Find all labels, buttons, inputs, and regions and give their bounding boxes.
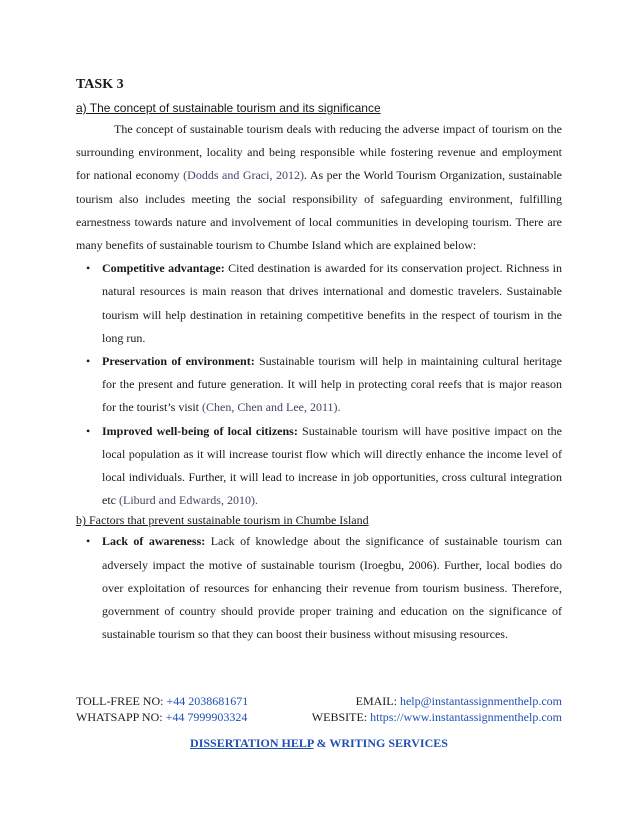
tollfree-info bbox=[76, 693, 248, 709]
list-item bbox=[86, 350, 562, 420]
bullet-citation: (Chen, Chen and Lee, 2011). bbox=[202, 400, 341, 415]
website-link[interactable]: https://www.instantassignmenthelp.com bbox=[370, 710, 562, 724]
bullet-text: Sustainable tourism will have positive impact on the local population as it will increase tourist flow which will directly enhance the income level of local individuals. Further, it will lead to increase in job opportunities, cross cultural integration etc bbox=[102, 423, 563, 508]
bullet-icon: • bbox=[86, 261, 91, 276]
whatsapp-number[interactable]: +44 7999903324 bbox=[165, 710, 248, 724]
whatsapp-label: WHATSAPP NO: bbox=[76, 710, 166, 724]
website-info bbox=[312, 709, 562, 725]
section-a-heading: a) The concept of sustainable tourism and its significance bbox=[76, 101, 381, 115]
brand-services: WRITING SERVICES bbox=[329, 736, 448, 750]
bullet-text: Sustainable tourism will help in maintaining cultural heritage for the present and future generation. It will help in protecting coral reefs that is major reason for the tourist’s visit bbox=[102, 354, 562, 415]
section-a-bullets bbox=[76, 257, 562, 512]
bullet-citation: (Liburd and Edwards, 2010). bbox=[119, 493, 258, 508]
bullet-icon: • bbox=[86, 354, 91, 369]
section-b-heading: b) Factors that prevent sustainable tourism in Chumbe Island bbox=[76, 513, 369, 528]
intro-citation: (Dodds and Graci, 2012) bbox=[183, 168, 304, 183]
intro-text-2: . As per the World Tourism Organization, sustainable tourism also includes meeting the social responsibility of safeguarding environment, fulfilling earnestness towards nature and involvement of local communities in developing tourism. There are many benefits of sustainable tourism to Chumbe Island which are explained below: bbox=[76, 168, 562, 253]
tollfree-number[interactable]: +44 2038681671 bbox=[166, 694, 249, 708]
list-item bbox=[86, 420, 563, 513]
task-title: TASK 3 bbox=[76, 77, 124, 92]
intro-text: The concept of sustainable tourism deals with reducing the adverse impact of tourism on the surrounding environment, locality and being responsible while fostering revenue and employment for national economy bbox=[76, 122, 562, 183]
website-label: WEBSITE: bbox=[311, 710, 371, 724]
brand-amp: & bbox=[313, 736, 330, 750]
email-info bbox=[356, 693, 562, 709]
bullet-text: Lack of knowledge about the significance of sustainable tourism can adversely impact the motive of sustainable tourism (Iroegbu, 2006). Further, local bodies do over exploitation of resources for enhancing their revenue from tourism business. Therefore, government of country should provide proper training and education on the significance of sustainable tourism so that they can boost their business without misusing resources. bbox=[102, 534, 563, 642]
whatsapp-info bbox=[76, 709, 247, 725]
brand-tagline bbox=[0, 736, 638, 751]
document-body bbox=[76, 76, 562, 646]
brand-link[interactable]: DISSERTATION HELP bbox=[190, 736, 314, 750]
email-label: EMAIL: bbox=[355, 694, 400, 708]
footer-row-1 bbox=[76, 693, 562, 709]
bullet-term: Improved well-being of local citizens: bbox=[102, 423, 298, 438]
page-footer bbox=[76, 693, 562, 725]
bullet-term: Competitive advantage: bbox=[102, 261, 225, 276]
bullet-term: Preservation of environment: bbox=[102, 354, 255, 369]
section-a-intro bbox=[76, 118, 562, 257]
bullet-text: Cited destination is awarded for its conservation project. Richness in natural resources is main reason that drives international and domestic travelers. Sustainable tourism will help destination in retaining competitive benefits in the respect of tourism in the long run. bbox=[102, 261, 562, 345]
list-item bbox=[86, 257, 562, 350]
bullet-icon: • bbox=[86, 423, 91, 438]
tollfree-label: TOLL-FREE NO: bbox=[76, 694, 167, 708]
email-link[interactable]: help@instantassignmenthelp.com bbox=[399, 694, 562, 708]
list-item bbox=[86, 530, 563, 646]
bullet-icon: • bbox=[86, 534, 91, 549]
footer-row-2 bbox=[76, 709, 562, 725]
section-b-bullets bbox=[76, 530, 562, 646]
bullet-term: Lack of awareness: bbox=[102, 534, 206, 549]
